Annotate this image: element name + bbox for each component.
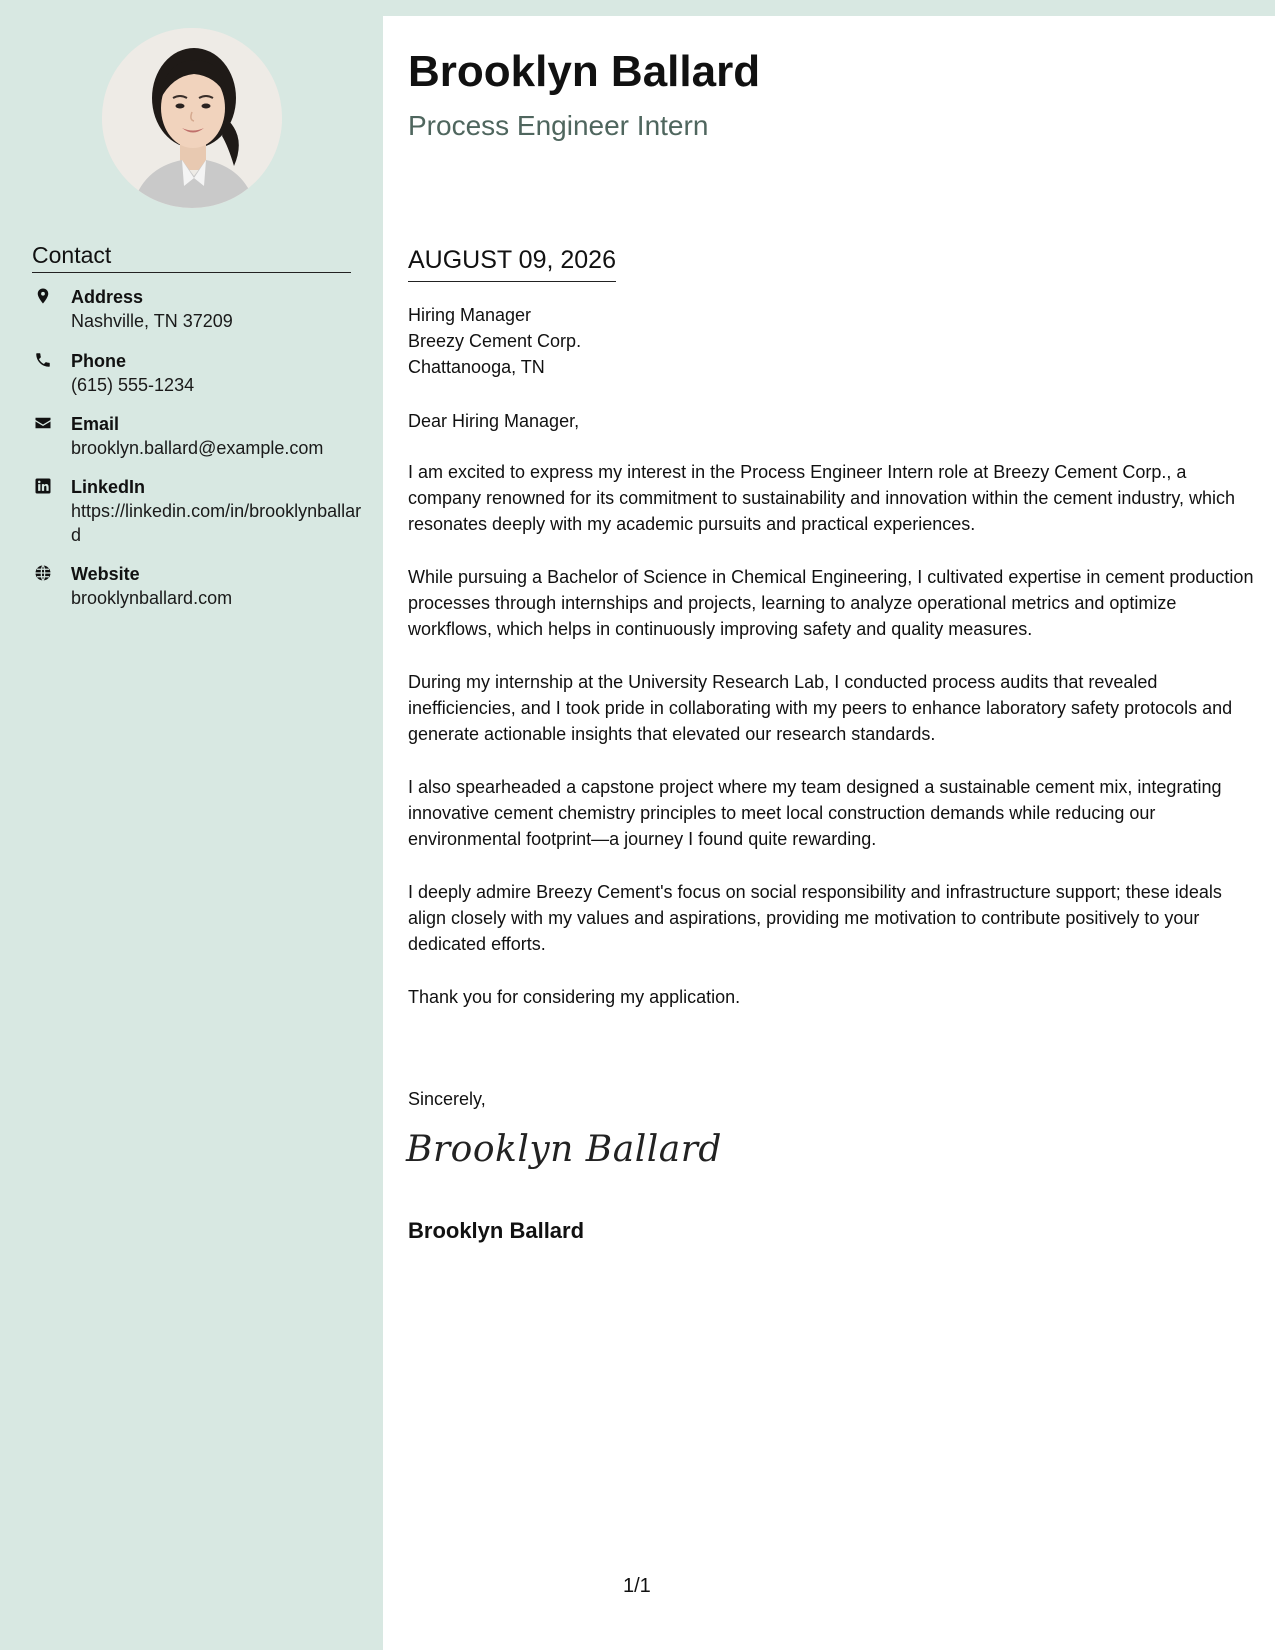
sidebar [0,0,383,1650]
signer-name: Brooklyn Ballard [408,1218,585,1243]
phone-label: Phone [71,351,127,371]
letter-body [408,408,1258,1037]
map-pin-icon [34,287,52,305]
address-label: Address [71,287,144,307]
profile-photo [102,28,282,208]
letter-date: AUGUST 09, 2026 [408,244,616,282]
address-value: Nashville, TN 37209 [71,311,233,331]
phone-icon [34,351,52,369]
contact-email [32,412,362,475]
letter-main [383,16,1275,1650]
contact-heading: Contact [32,240,351,273]
greeting: Dear Hiring Manager, [408,411,580,431]
contact-address [32,285,362,349]
recipient-company: Breezy Cement Corp. [408,331,582,351]
page-number: 1/1 [623,1575,651,1597]
website-label: Website [71,564,140,584]
linkedin-icon [34,477,52,495]
contact-website [32,562,362,610]
paragraph: While pursuing a Bachelor of Science in Chemical Engineering, I cultivated expertise in cement production processes through internships and projects, learning to analyze operational metrics and optimize workflows, which helps in continuously improving safety and quality measures. [408,567,1254,639]
website-value[interactable]: brooklynballard.com [71,588,233,608]
contact-linkedin [32,475,362,562]
paragraph: Thank you for considering my application. [408,987,741,1007]
recipient-name: Hiring Manager [408,305,532,325]
linkedin-label: LinkedIn [71,477,146,497]
paragraph: I deeply admire Breezy Cement's focus on social responsibility and infrastructure support; these ideals align closely with my values and aspirations, providing me motivation to contribute positively to your dedicated efforts. [408,882,1222,954]
applicant-name: Brooklyn Ballard [408,47,761,96]
recipient-location: Chattanooga, TN [408,357,545,377]
contact-phone [32,349,362,412]
signature: Brooklyn Ballard [406,1129,722,1170]
linkedin-value[interactable]: https://linkedin.com/in/brooklynballard [71,501,362,545]
phone-value: (615) 555-1234 [71,375,195,395]
contact-list [32,285,362,610]
email-label: Email [71,414,120,434]
paragraph: I also spearheaded a capstone project where my team designed a sustainable cement mix, integrating innovative cement chemistry principles to meet local construction demands while reducing our environmental footprint—a journey I found quite rewarding. [408,777,1222,849]
recipient-block [408,302,581,380]
email-value: brooklyn.ballard@example.com [71,438,324,458]
envelope-icon [34,414,52,432]
job-title: Process Engineer Intern [408,110,709,141]
closing: Sincerely, [408,1089,486,1109]
paragraph: I am excited to express my interest in the Process Engineer Intern role at Breezy Cement Corp., a company renowned for its commitment to sustainability and innovation within the cement industry, which resonates deeply with my academic pursuits and practical experiences. [408,462,1236,534]
avatar [102,28,282,208]
globe-icon [34,564,52,582]
paragraph: During my internship at the University Research Lab, I conducted process audits that revealed inefficiencies, and I took pride in collaborating with my peers to enhance laboratory safety protocols and generate actionable insights that elevated our research standards. [408,672,1233,744]
